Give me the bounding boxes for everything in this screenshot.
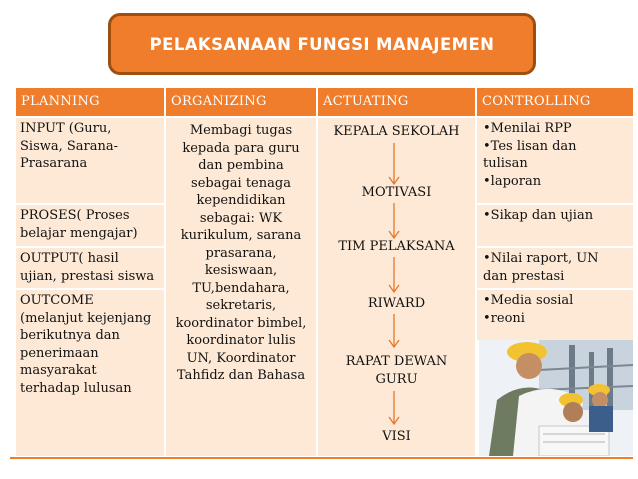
down-arrow-icon bbox=[386, 143, 402, 185]
planning-input-line: Siswa, Sarana- bbox=[20, 138, 119, 154]
planning-input-line: INPUT (Guru, bbox=[20, 121, 112, 136]
down-arrow-icon bbox=[386, 314, 402, 348]
controlling-line: tulisan bbox=[483, 156, 528, 171]
planning-outcome-line: (melanjut kejenjang bbox=[20, 310, 152, 326]
planning-input bbox=[16, 118, 164, 203]
organizing-cell bbox=[166, 118, 316, 456]
actuating-motivasi: MOTIVASI bbox=[361, 185, 432, 200]
actuating-visi: VISI bbox=[382, 429, 411, 444]
actuating-guru: GURU bbox=[375, 372, 418, 387]
controlling-line: •reoni bbox=[483, 310, 525, 326]
controlling-line: •Tes lisan dan bbox=[483, 138, 577, 154]
organizing-line: koordinator lulis bbox=[186, 333, 296, 348]
planning-proses bbox=[16, 205, 164, 246]
organizing-line: sebagai tenaga bbox=[191, 175, 291, 191]
down-arrow-icon bbox=[386, 391, 402, 425]
page-title: PELAKSANAAN FUNGSI MANAJEMEN bbox=[149, 34, 495, 54]
planning-outcome-line: OUTCOME bbox=[20, 293, 94, 308]
organizing-line: kependidikan bbox=[196, 193, 286, 208]
organizing-line: koordinator bimbel, bbox=[175, 315, 307, 331]
header-planning: PLANNING bbox=[16, 88, 164, 116]
controlling-rpp bbox=[477, 118, 633, 203]
controlling-line: •Nilai raport, UN bbox=[483, 251, 599, 266]
organizing-line: sekretaris, bbox=[205, 298, 277, 313]
header-organizing: ORGANIZING bbox=[166, 88, 316, 116]
actuating-tim-pelaksana: TIM PELAKSANA bbox=[338, 239, 455, 254]
planning-input-line: Prasarana bbox=[20, 156, 88, 171]
planning-outcome-line: berikutnya dan bbox=[20, 328, 120, 343]
construction-workers-photo bbox=[479, 340, 633, 456]
controlling-line: •Sikap dan ujian bbox=[483, 208, 594, 223]
planning-outcome-line: penerimaan bbox=[20, 345, 99, 361]
planning-proses-line: PROSES( Proses bbox=[20, 208, 130, 223]
actuating-rapat-dewan: RAPAT DEWAN bbox=[345, 354, 448, 369]
controlling-media bbox=[477, 290, 633, 340]
actuating-kepala-sekolah: KEPALA SEKOLAH bbox=[333, 124, 460, 139]
controlling-line: •Menilai RPP bbox=[483, 121, 572, 136]
planning-output-line: ujian, prestasi siswa bbox=[20, 268, 155, 284]
organizing-line: sebagai: WK bbox=[199, 210, 283, 226]
planning-outcome-line: masyarakat bbox=[20, 363, 97, 378]
organizing-line: dan pembina bbox=[198, 158, 284, 173]
organizing-line: kepada para guru bbox=[182, 140, 300, 156]
controlling-line: dan prestasi bbox=[483, 268, 565, 284]
organizing-line: Membagi tugas bbox=[189, 123, 293, 138]
planning-outcome bbox=[16, 290, 164, 456]
planning-proses-line: belajar mengajar) bbox=[20, 225, 138, 241]
organizing-line: TU,bendahara, bbox=[192, 280, 290, 296]
planning-output bbox=[16, 248, 164, 288]
table-bottom-border bbox=[10, 457, 633, 459]
header-actuating: ACTUATING bbox=[318, 88, 475, 116]
organizing-line: prasarana, bbox=[205, 245, 277, 261]
controlling-sikap bbox=[477, 205, 633, 246]
organizing-line: kurikulum, sarana bbox=[180, 228, 302, 243]
controlling-line: •laporan bbox=[483, 173, 542, 189]
planning-output-line: OUTPUT( hasil bbox=[20, 251, 119, 266]
header-controlling: CONTROLLING bbox=[477, 88, 633, 116]
organizing-line: UN, Koordinator bbox=[186, 350, 296, 366]
organizing-line: kesiswaan, bbox=[204, 263, 278, 278]
controlling-nilai bbox=[477, 248, 633, 288]
title-banner bbox=[108, 13, 536, 75]
planning-outcome-line: terhadap lulusan bbox=[20, 380, 132, 396]
actuating-riward: RIWARD bbox=[367, 296, 426, 311]
organizing-line: Tahfidz dan Bahasa bbox=[176, 368, 306, 383]
down-arrow-icon bbox=[386, 203, 402, 239]
controlling-line: •Media sosial bbox=[483, 293, 574, 308]
down-arrow-icon bbox=[386, 257, 402, 293]
